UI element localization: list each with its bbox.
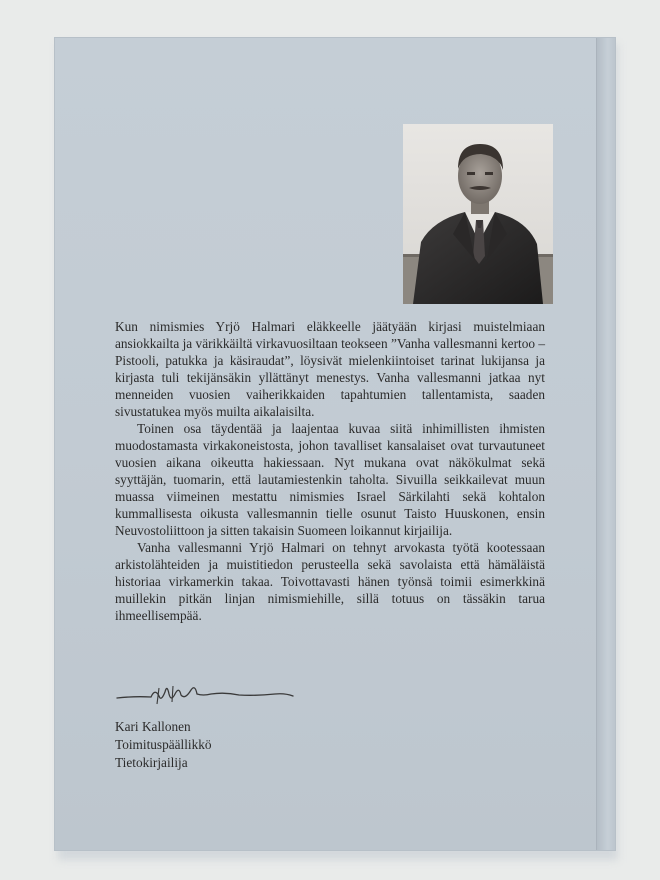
blurb-text xyxy=(115,318,545,624)
author-photo xyxy=(403,124,553,304)
book-spine xyxy=(596,38,615,850)
credit-title: Toimituspäällikkö xyxy=(115,737,212,752)
book-back-cover xyxy=(55,38,615,850)
signature xyxy=(115,680,295,708)
credit-role: Tietokirjailija xyxy=(115,755,188,770)
paragraph-1: Kun nimismies Yrjö Halmari eläkkeelle jäätyään kirjasi muistelmiaan ansiokkailta ja värikkäiltä virkavuosiltaan teokseen ”Vanha vallesmanni kertoo – Pistooli, patukka ja käsiraudat”, löysivät mielenkiintoiset tarinat lukijansa ja kirjasta tuli tekijänsäkin yllättänyt menestys. Vanha vallesmanni jatkaa nyt menneiden vuosien vaiherikkaiden tapahtumien tallentamista, saaden sivustatukea myös muilta aikalaisilta. xyxy=(115,319,545,419)
paragraph-2: Toinen osa täydentää ja laajentaa kuvaa siitä inhimillisten ihmisten muodostamasta virkakoneistosta, johon tavalliset kansalaiset ovat turvautuneet vuosien aikana oikeutta hakiessaan. Nyt mukana ovat näkökulmat sekä syyttäjän, tuomarin, että lautamiestenkin taholta. Sivuilla seikkailevat muun muassa viimeinen mestattu nimismies Israel Särkilahti sekä kohtalon kummallisesta oikusta vallesmannin tielle osunut Taisto Huuskonen, ensin Neuvostoliittoon ja sitten takaisin Suomeen loikannut kirjailija. xyxy=(115,421,545,538)
credit-name: Kari Kallonen xyxy=(115,719,191,734)
paragraph-3: Vanha vallesmanni Yrjö Halmari on tehnyt arvokasta työtä kootessaan arkistolähteiden ja muistitiedon perusteella sekä savolaista että hämäläistä historiaa virkamerkin takaa. Toivottavasti hänen työnsä toimii esimerkkinä muillekin pitkän linjan nimismiehille, sillä totuus on tässäkin tarua ihmeellisempää. xyxy=(115,540,545,623)
credits-block xyxy=(115,718,212,772)
